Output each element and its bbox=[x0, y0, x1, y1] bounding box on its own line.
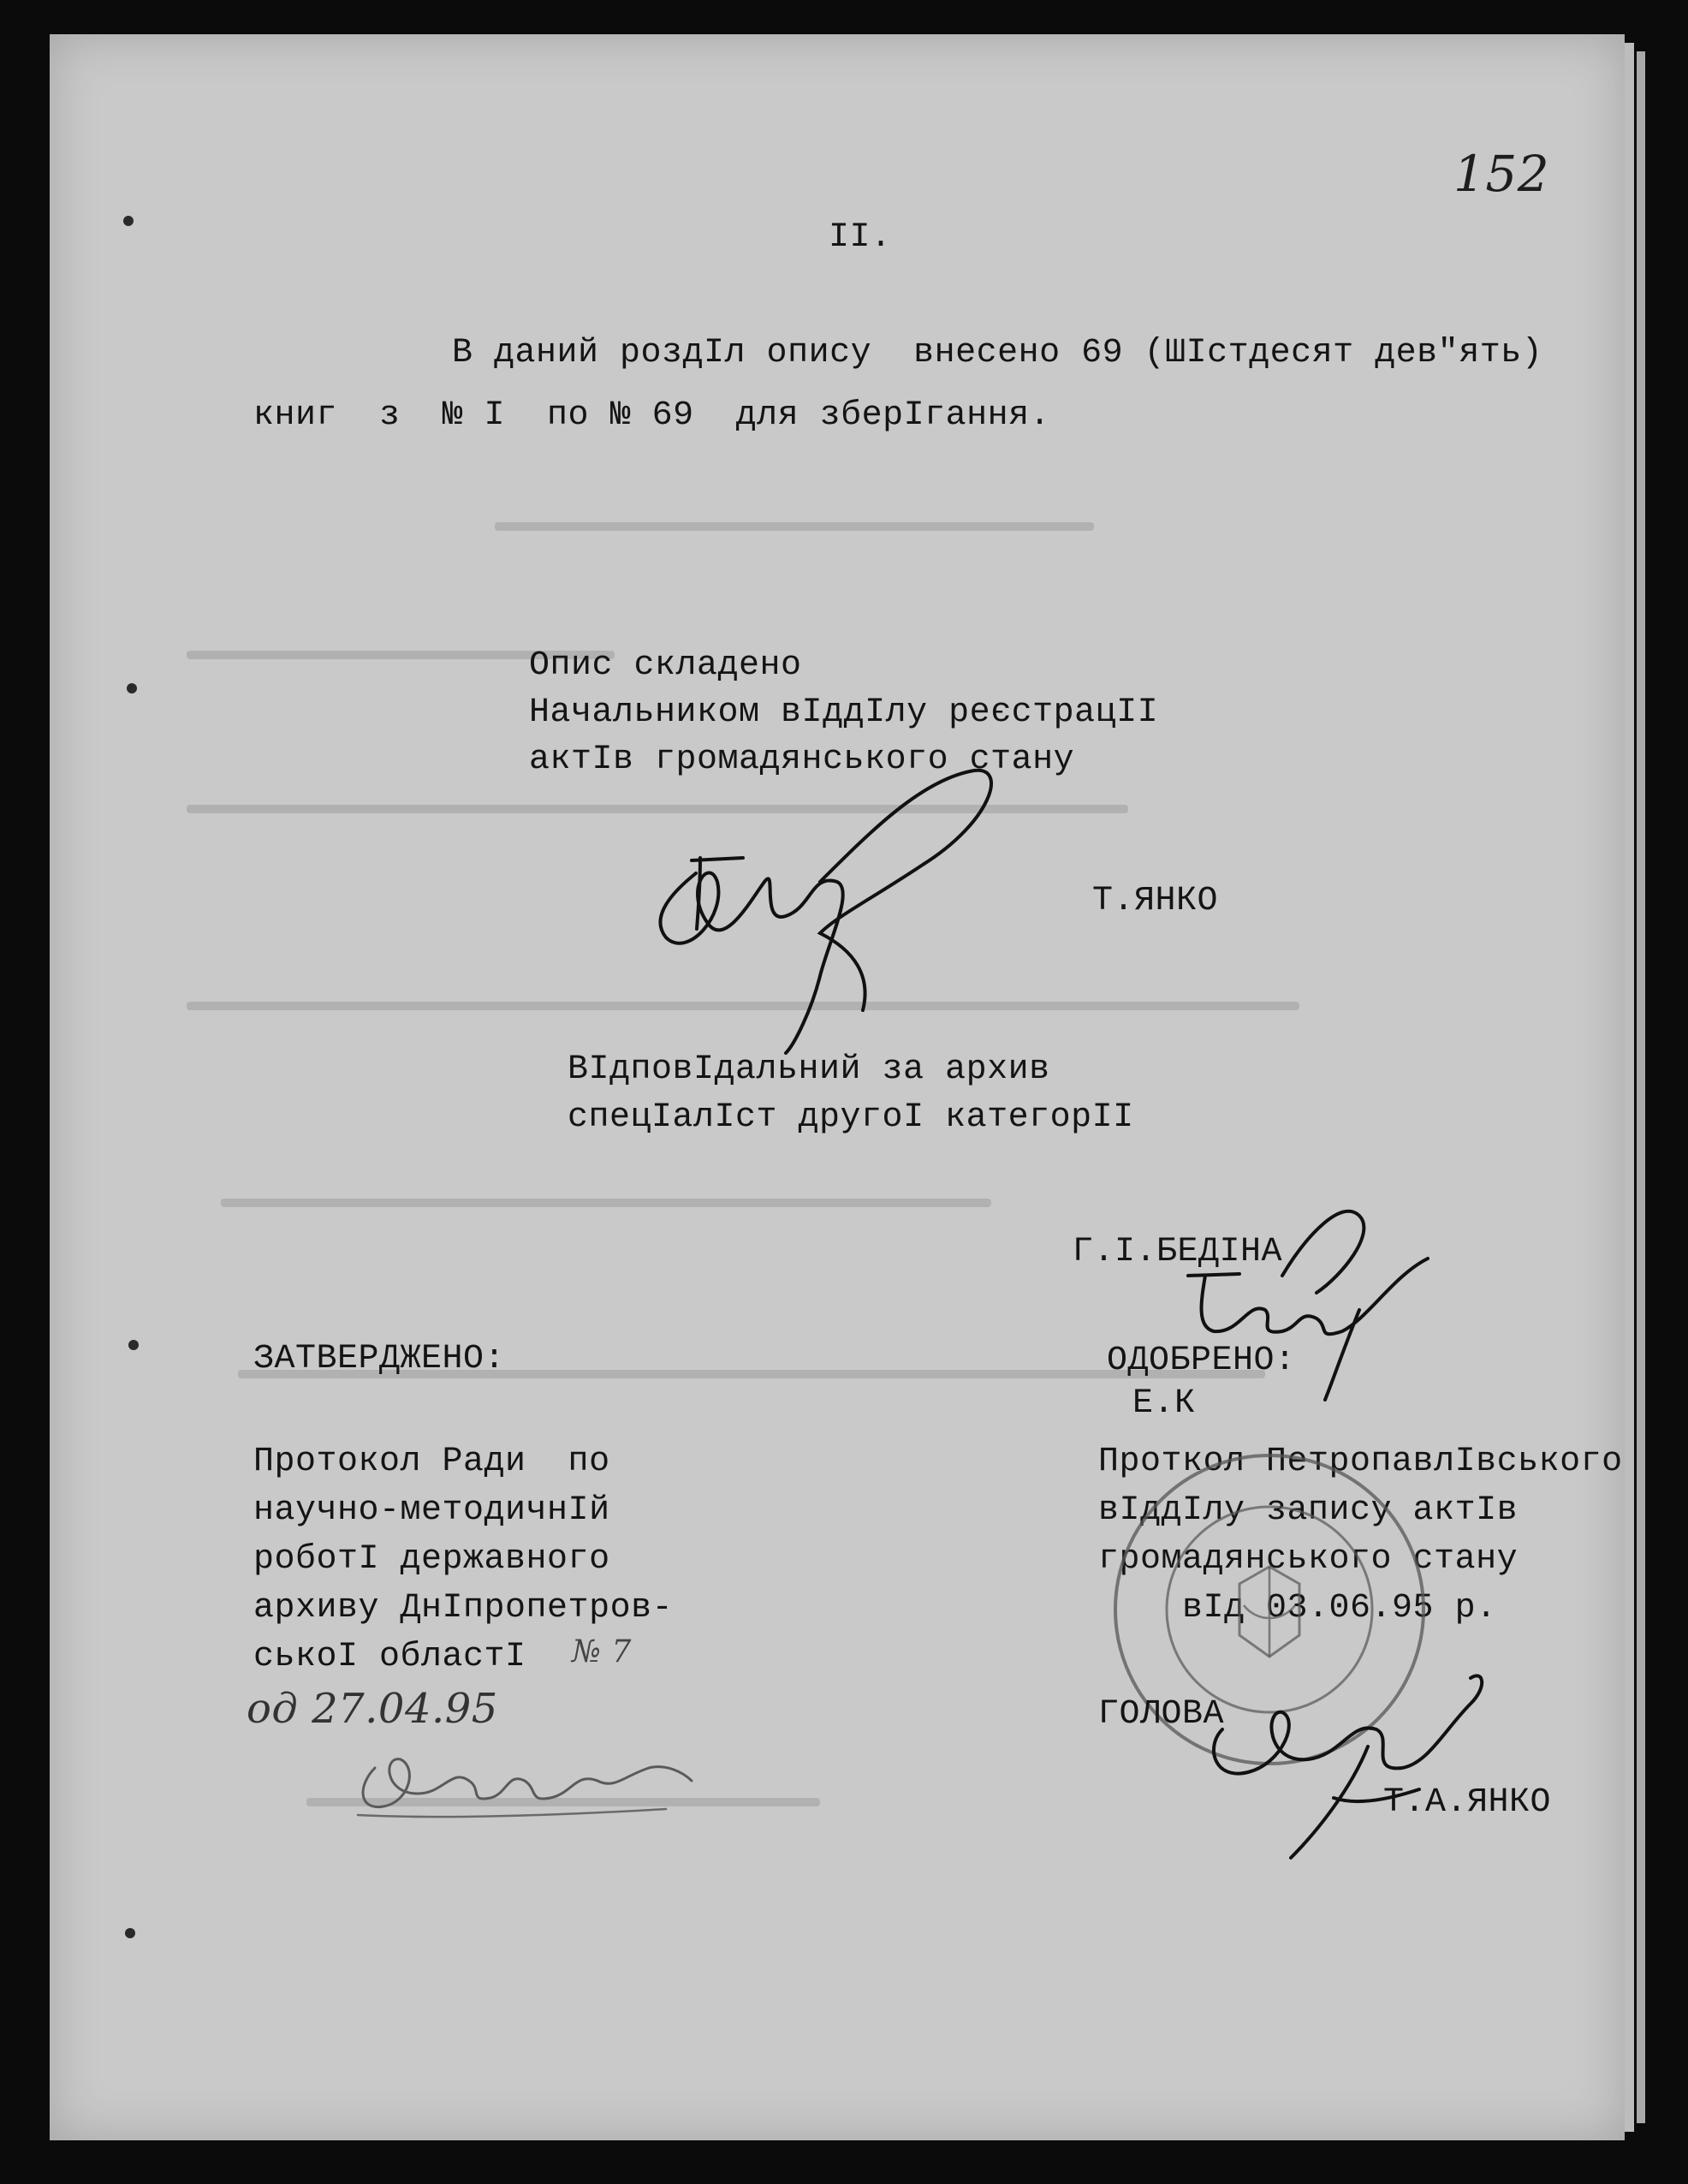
archive-line-1: ВІдповІдальний за архив bbox=[568, 1050, 1050, 1089]
approved-left-line: Протокол Ради по bbox=[253, 1443, 610, 1481]
approved-left-line: научно-методичнІй bbox=[253, 1491, 610, 1530]
section-heading: II. bbox=[829, 218, 892, 257]
signature-compiler bbox=[615, 753, 1008, 1062]
compiler-name: Т.ЯНКО bbox=[1092, 882, 1219, 920]
chairman-name: Т.А.ЯНКО bbox=[1383, 1783, 1552, 1822]
archivist-name: Г.І.БЕДІНА bbox=[1073, 1233, 1283, 1271]
punch-hole bbox=[127, 683, 137, 693]
body-line-2: книг з № I по № 69 для зберІгання. bbox=[253, 396, 1051, 435]
approved-right-line: Проткол ПетропавлІвського bbox=[1098, 1443, 1623, 1481]
paper-edge bbox=[1637, 51, 1645, 2123]
approved-right-initials: Е.К bbox=[1132, 1384, 1196, 1423]
document-page bbox=[50, 34, 1625, 2140]
approved-right-heading: ОДОБРЕНО: bbox=[1107, 1342, 1296, 1380]
chairman-label: ГОЛОВА bbox=[1098, 1695, 1225, 1734]
page-number: 152 bbox=[1453, 145, 1550, 203]
archive-line-2: спецІалІст другоІ категорІІ bbox=[568, 1098, 1134, 1137]
body-line-1: В даний роздІл опису внесено 69 (ШІстдесят дев"ять) bbox=[452, 334, 1543, 372]
compiled-line-2: Начальником вІддІлу реєстрацІІ bbox=[529, 693, 1159, 732]
punch-hole bbox=[125, 1928, 135, 1938]
bleed-through bbox=[495, 522, 1094, 531]
approved-right-line: громадянського стану bbox=[1098, 1540, 1519, 1579]
approved-left-heading: ЗАТВЕРДЖЕНО: bbox=[253, 1340, 506, 1378]
approved-left-line: роботІ державного bbox=[253, 1540, 610, 1579]
approved-left-line: ськоІ областІ bbox=[253, 1638, 526, 1676]
handwritten-protocol-number: № 7 bbox=[572, 1634, 632, 1669]
compiled-line-1: Опис складено bbox=[529, 646, 802, 685]
approved-right-line: вІд 03.06.95 р. bbox=[1098, 1589, 1497, 1628]
handwritten-date: од 27.04.95 bbox=[247, 1685, 498, 1733]
punch-hole bbox=[128, 1340, 139, 1350]
signature-archive-council bbox=[341, 1734, 700, 1828]
compiled-line-3: актІв громадянського стану bbox=[529, 741, 1075, 779]
approved-right-line: вІддІлу запису актІв bbox=[1098, 1491, 1519, 1530]
approved-left-line: архиву ДнІпропетров- bbox=[253, 1589, 674, 1628]
punch-hole bbox=[123, 216, 134, 226]
bleed-through bbox=[221, 1199, 991, 1207]
